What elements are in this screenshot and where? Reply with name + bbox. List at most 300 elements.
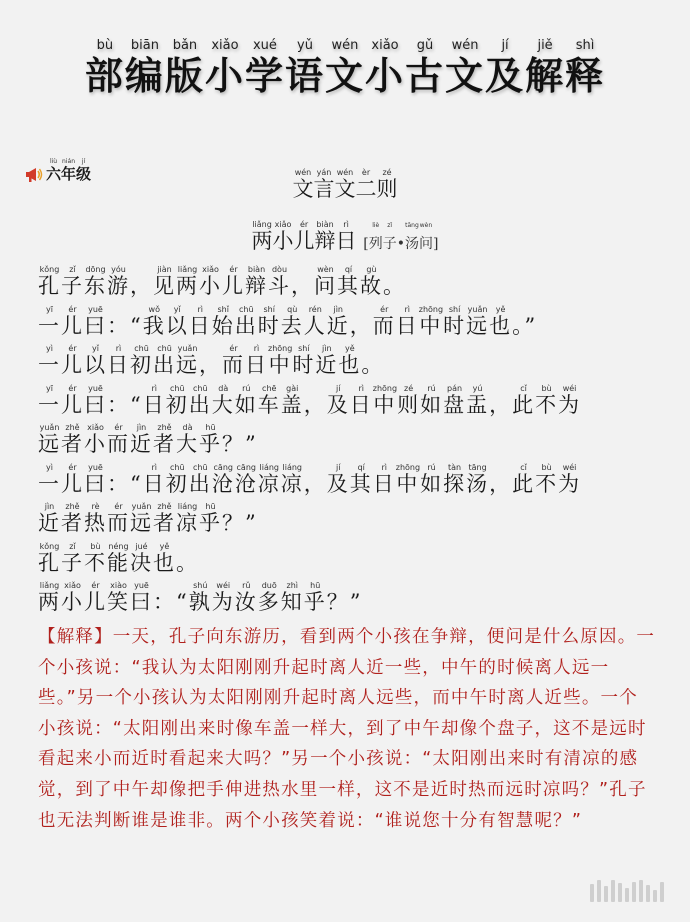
poem-line-pinyin: chū <box>130 344 153 353</box>
poem-source-char: 问wèn <box>418 222 433 252</box>
poem-line-char: 一yī <box>38 304 61 338</box>
poem-line-pinyin: shú <box>188 581 212 590</box>
poem-line-pinyin: yǐ <box>84 344 107 353</box>
poem-line-char: 汤tāng <box>466 462 490 496</box>
title-pinyin: wén <box>324 38 365 53</box>
heading-pinyin: wén <box>292 168 314 177</box>
poem-line-pinyin: zǐ <box>61 265 84 274</box>
poem-line-pinyin: chē <box>257 383 281 393</box>
poem-line-char: 而ér <box>107 502 130 535</box>
poem-line-pinyin: zhōng <box>372 383 398 393</box>
poem-line-pinyin: shí <box>443 304 467 314</box>
poem-line-char: 多duō <box>257 581 281 614</box>
poem-line-char: 大dà <box>211 383 235 417</box>
poem-line <box>38 463 581 498</box>
poem-line-pinyin: jí <box>326 383 350 393</box>
poem-line-pinyin: bù <box>84 541 107 551</box>
poem-line-char: 也yě <box>153 541 176 575</box>
poem-line-pinyin: tàn <box>443 462 467 472</box>
poem-line-pinyin: jiàn <box>153 265 176 274</box>
poem-line-pinyin: bù <box>535 383 559 393</box>
poem-line-char: 笑xiào <box>107 581 130 614</box>
poem-line-pinyin: zhě <box>61 502 84 511</box>
poem-line-pinyin: ér <box>61 383 84 393</box>
poem-line-pinyin: chū <box>165 383 189 393</box>
poem-line-char: 乎hū <box>199 423 222 456</box>
title-pinyin: gǔ <box>405 38 446 53</box>
poem-line-char: 也yě <box>338 344 362 377</box>
poem-line-char: 中zhōng <box>395 462 421 496</box>
title-char: 小xiǎo <box>365 38 406 98</box>
title-char: 释shì <box>565 38 606 98</box>
poem-line-pinyin: zhě <box>153 423 176 432</box>
heading-pinyin: wén <box>334 168 356 177</box>
poem-line-char: 小xiǎo <box>84 423 107 456</box>
grade-pinyin: jí <box>76 158 92 165</box>
poem-source-char: ] <box>432 236 439 252</box>
poem-line-char: ？” <box>326 590 363 614</box>
poem-line-char: 为wéi <box>558 383 582 417</box>
poem-line-char: 去qù <box>280 304 304 338</box>
poem-line-char: 故gù <box>360 265 383 298</box>
poem-line <box>38 581 363 616</box>
title-pinyin: wén <box>445 38 486 53</box>
poem-line-char: 凉liáng <box>257 462 281 496</box>
title-pinyin: xué <box>244 38 285 53</box>
poem-line-char: ， <box>489 471 513 496</box>
poem-line-pinyin: jìn <box>326 304 350 314</box>
poem-line-pinyin: ér <box>61 304 84 314</box>
poem-source-pinyin: zǐ <box>382 222 397 229</box>
poem-line-pinyin: chū <box>188 462 212 472</box>
poem-line-char: 者zhě <box>153 502 176 535</box>
poem-line-pinyin: pán <box>443 383 467 393</box>
section-heading <box>0 168 690 203</box>
poem-line-pinyin: cǐ <box>512 383 536 393</box>
poem-line-char: 者zhě <box>61 502 84 535</box>
poem-line-char: 者zhě <box>153 423 176 456</box>
poem-line-char: 日rì <box>188 304 212 338</box>
title-pinyin: bù <box>84 38 125 53</box>
title-char: 编biān <box>124 38 165 98</box>
heading-pinyin: èr <box>355 168 377 177</box>
poem-line-char: 而ér <box>222 344 245 377</box>
poem-line-pinyin: qí <box>337 265 360 274</box>
poem-line-char: 日rì <box>395 304 419 338</box>
poem-line-pinyin: zhě <box>153 502 176 511</box>
grade-pinyin: liù <box>46 158 62 165</box>
poem-line-char: 儿ér <box>222 265 245 298</box>
poem-line-char: 汝rǔ <box>234 581 258 614</box>
poem-line-char: 出chū <box>153 344 176 377</box>
poem-line-char: 车chē <box>257 383 281 417</box>
poem-line-pinyin: yǐ <box>165 304 189 314</box>
poem-line-pinyin: wǒ <box>142 304 166 314</box>
poem-line-char: ：“ <box>107 313 143 338</box>
poem-source-char: 汤tāng <box>404 222 419 252</box>
title-pinyin: xiǎo <box>365 38 406 53</box>
poem-line-pinyin: yě <box>153 541 176 551</box>
poem-line-char: 孰shú <box>188 581 212 614</box>
poem-line-char: 其qí <box>349 462 373 496</box>
poem-title <box>0 220 690 255</box>
poem-line <box>38 305 537 340</box>
poem-line-char: 游yóu <box>107 265 130 298</box>
poem-line-char: ， <box>303 471 327 496</box>
poem-line-pinyin: chū <box>188 383 212 393</box>
poem-line-char: 时shí <box>257 304 281 338</box>
poem-line-pinyin: rì <box>372 462 396 472</box>
poem-line-pinyin: dòu <box>268 265 291 274</box>
poem-line-char: 曰yuē <box>130 581 153 614</box>
poem-line-char: ， <box>130 274 153 298</box>
poem-line-char: 不bù <box>84 541 107 575</box>
poem-line-pinyin: liáng <box>280 462 304 472</box>
poem-line <box>38 344 384 379</box>
poem-line-pinyin: dà <box>211 383 235 393</box>
poem-line-char: 为wéi <box>558 462 582 496</box>
title-char: 文wén <box>324 38 365 98</box>
poem-line-char: 一yì <box>38 462 61 496</box>
poem-line-pinyin: cǐ <box>512 462 536 472</box>
poem-line-pinyin: dà <box>176 423 199 432</box>
poem-line-pinyin: rì <box>395 304 419 314</box>
heading-char: 言yán <box>313 168 335 201</box>
poem-line-pinyin: jìn <box>130 423 153 432</box>
poem-line-pinyin: yuǎn <box>466 304 490 314</box>
poem-line-pinyin: shí <box>292 344 316 353</box>
poem-line-pinyin: jìn <box>38 502 61 511</box>
poem-line-pinyin: yì <box>38 344 61 353</box>
poem-line-pinyin: cāng <box>234 462 258 472</box>
poem-line-pinyin: yuē <box>130 581 153 590</box>
poem-line-pinyin: yī <box>38 304 61 314</box>
poem-line-char: ， <box>291 274 314 298</box>
poem-line-char: 一yī <box>38 383 61 417</box>
poem-line-char: 日rì <box>142 462 166 496</box>
poem-line-pinyin: xiǎo <box>199 265 222 274</box>
poem-line-pinyin: rì <box>142 462 166 472</box>
title-char: 部bù <box>84 38 125 98</box>
poem-line-char: 子zǐ <box>61 265 84 298</box>
poem-line-pinyin: liáng <box>176 502 199 511</box>
grade-pinyin: nián <box>61 158 77 165</box>
title-char: 解jiě <box>525 38 566 98</box>
poem-line-char: 出chū <box>188 383 212 417</box>
poem-line-char: 我wǒ <box>142 304 166 338</box>
poem-title-pinyin: liǎng <box>251 220 273 229</box>
poem-line-pinyin: rì <box>188 304 212 314</box>
poem-line-pinyin: ér <box>61 344 84 353</box>
poem-line-char: ：“ <box>107 471 143 496</box>
poem-title-char: 日rì <box>335 220 357 253</box>
poem-line-pinyin: xiào <box>107 581 130 590</box>
poem-line-pinyin: zǐ <box>61 541 84 551</box>
poem-line-char: 。” <box>512 313 538 338</box>
poem-line-char: 远yuǎn <box>176 344 199 377</box>
poem-title-pinyin: xiǎo <box>272 220 294 229</box>
poem-line <box>38 423 258 458</box>
heading-pinyin: zé <box>376 168 398 177</box>
poem-line-char: 辩biàn <box>245 265 268 298</box>
title-char: 及jí <box>485 38 526 98</box>
poem-title-char: 儿ér <box>293 220 315 253</box>
poem-line-char: 见jiàn <box>153 265 176 298</box>
poem-line-char: 儿ér <box>61 462 84 496</box>
poem-line-pinyin: rè <box>84 502 107 511</box>
poem-line-char: 儿ér <box>61 344 84 377</box>
heading-char: 文wén <box>334 168 356 201</box>
poem-line-char: 两liǎng <box>176 265 199 298</box>
poem-line-char: 问wèn <box>314 265 337 298</box>
poem-line-char: 曰yuē <box>84 383 107 417</box>
poem-line-char: 东dōng <box>84 265 107 298</box>
poem-line-char: 初chū <box>165 462 189 496</box>
poem-line-char: 。 <box>383 274 406 298</box>
poem-line-pinyin: chū <box>165 462 189 472</box>
poem-line-char: 能néng <box>107 541 130 575</box>
poem-line-char: 近jìn <box>326 304 350 338</box>
poem-line-pinyin: jí <box>326 462 350 472</box>
page-title <box>0 38 690 100</box>
poem-line <box>38 542 199 577</box>
poem-line-pinyin: hū <box>199 502 222 511</box>
poem-line-pinyin: zhě <box>61 423 84 432</box>
poem-title-text <box>251 220 357 253</box>
poem-line <box>38 265 406 300</box>
poem-line-char: 曰yuē <box>84 304 107 338</box>
poem-line-pinyin: xiǎo <box>84 423 107 432</box>
poem-line-char: 者zhě <box>61 423 84 456</box>
poem-line-pinyin: zhōng <box>395 462 421 472</box>
poem-line-char: 盂yú <box>466 383 490 417</box>
poem-line-pinyin: yì <box>38 462 61 472</box>
poem-line-char: 儿ér <box>61 383 84 417</box>
poem-line-pinyin: kǒng <box>38 541 61 551</box>
poem-line-pinyin: wéi <box>558 462 582 472</box>
poem-title-pinyin: ér <box>293 220 315 229</box>
poem-line-pinyin: wéi <box>558 383 582 393</box>
poem-line-pinyin: yuē <box>84 304 107 314</box>
poem-line-pinyin: yuǎn <box>38 423 61 432</box>
poem-title-pinyin: biàn <box>314 220 336 229</box>
title-pinyin: yǔ <box>284 38 325 53</box>
poem-line-pinyin: rì <box>245 344 268 353</box>
poem-line-char: 决jué <box>130 541 153 575</box>
poem-line-char: 近jìn <box>130 423 153 456</box>
poem-source-char: • <box>396 236 405 252</box>
poem-line-char: 则zé <box>397 383 421 417</box>
poem-line-pinyin: yuǎn <box>176 344 199 353</box>
title-char: 文wén <box>445 38 486 98</box>
poem-line-pinyin: dōng <box>84 265 107 274</box>
poem-source-pinyin: tāng <box>404 222 419 229</box>
poem-line-char: 凉liáng <box>280 462 304 496</box>
poem-line-char: 其qí <box>337 265 360 298</box>
decorative-bars <box>590 880 664 902</box>
poem-source-pinyin: liè <box>368 222 383 229</box>
title-pinyin: jí <box>485 38 526 53</box>
poem-title-char: 小xiǎo <box>272 220 294 253</box>
poem-line-pinyin: chū <box>153 344 176 353</box>
poem-source-char: 子zǐ <box>382 222 397 252</box>
title-pinyin: bǎn <box>164 38 205 53</box>
poem-line-char: ， <box>199 353 222 377</box>
poem-line-char: 不bù <box>535 383 559 417</box>
poem-line-pinyin: biàn <box>245 265 268 274</box>
poem-line-char: 而ér <box>372 304 396 338</box>
poem-source-char: 列liè <box>368 222 383 252</box>
poem-line-pinyin: néng <box>107 541 130 551</box>
poem-line-char: 及jí <box>326 383 350 417</box>
poem-line-char: 一yì <box>38 344 61 377</box>
poem-line-pinyin: rú <box>234 383 258 393</box>
grade-char: 年nián <box>61 158 77 183</box>
poem-line-char: 远yuǎn <box>130 502 153 535</box>
poem-line-char: 小xiǎo <box>199 265 222 298</box>
poem-line-pinyin: rú <box>420 462 444 472</box>
poem-line-pinyin: yuǎn <box>130 502 153 511</box>
poem-line-pinyin: wéi <box>211 581 235 590</box>
poem-source <box>363 222 439 252</box>
poem-title-char: 辩biàn <box>314 220 336 253</box>
poem-line-pinyin: ér <box>222 344 245 353</box>
title-pinyin: shì <box>565 38 606 53</box>
poem-line-pinyin: yī <box>38 383 61 393</box>
poem-line-char: 小xiǎo <box>61 581 84 614</box>
poem-line-pinyin: zhōng <box>418 304 444 314</box>
poem-source-char: [ <box>363 236 369 252</box>
poem-line-pinyin: rì <box>142 383 166 393</box>
poem-line-char: 始shǐ <box>211 304 235 338</box>
poem-line-char: 时shí <box>443 304 467 338</box>
poem-line-pinyin: rì <box>349 383 373 393</box>
poem-line-char: ：“ <box>153 590 189 614</box>
poem-line-pinyin: qí <box>349 462 373 472</box>
poem-line-char: 凉liáng <box>176 502 199 535</box>
poem-line-pinyin: hū <box>199 423 222 432</box>
poem-line-char: 而ér <box>107 423 130 456</box>
title-pinyin: xiǎo <box>204 38 245 53</box>
poem-line-char: ， <box>303 392 327 417</box>
poem-line-char: 沧cāng <box>234 462 258 496</box>
poem-line-pinyin: liǎng <box>176 265 199 274</box>
poem-line <box>38 502 258 537</box>
poem-line-pinyin: rì <box>107 344 130 353</box>
poem-line-pinyin: tāng <box>466 462 490 472</box>
poem-line-pinyin: liǎng <box>38 581 61 590</box>
poem-line-char: 子zǐ <box>61 541 84 575</box>
poem-line-pinyin: gài <box>280 383 304 393</box>
title-char: 版bǎn <box>164 38 205 98</box>
poem-line-pinyin: chū <box>234 304 258 314</box>
poem-line-char: 近jìn <box>315 344 339 377</box>
poem-line-char: 盖gài <box>280 383 304 417</box>
poem-line-char: 初chū <box>130 344 153 377</box>
poem-line-pinyin: yě <box>338 344 362 353</box>
title-char: 古gǔ <box>405 38 446 98</box>
poem-line-char: 盘pán <box>443 383 467 417</box>
poem-line-char: 远yuǎn <box>38 423 61 456</box>
poem-title-char: 两liǎng <box>251 220 273 253</box>
title-pinyin: biān <box>124 38 165 53</box>
poem-line-char: 探tàn <box>443 462 467 496</box>
poem-line-pinyin: jìn <box>315 344 339 353</box>
poem-title-pinyin: rì <box>335 220 357 229</box>
title-char: 学xué <box>244 38 285 98</box>
poem-line-char: 知zhì <box>280 581 304 614</box>
poem-line <box>38 384 581 419</box>
poem-line-pinyin: yú <box>466 383 490 393</box>
poem-line-char: 中zhōng <box>418 304 444 338</box>
poem-line-char: 日rì <box>245 344 268 377</box>
poem-line-char: 日rì <box>142 383 166 417</box>
poem-line-char: 近jìn <box>38 502 61 535</box>
poem-line-char: ， <box>489 392 513 417</box>
poem-source-pinyin: wèn <box>418 222 433 229</box>
heading-char: 二èr <box>355 168 377 201</box>
poem-line-pinyin: ér <box>107 423 130 432</box>
poem-line-char: ， <box>349 313 373 338</box>
poem-line-char: ？” <box>222 511 258 535</box>
poem-line-pinyin: ér <box>61 462 84 472</box>
poem-line-char: 如rú <box>420 383 444 417</box>
title-char: 语yǔ <box>284 38 325 98</box>
poem-line-char: 及jí <box>326 462 350 496</box>
poem-line-char: 出chū <box>188 462 212 496</box>
poem-line-pinyin: zhōng <box>268 344 293 353</box>
poem-line-pinyin: ér <box>222 265 245 274</box>
poem-line-char: 不bù <box>535 462 559 496</box>
poem-line-char: 中zhōng <box>372 383 398 417</box>
poem-line-pinyin: jué <box>130 541 153 551</box>
poem-line-pinyin: ér <box>84 581 107 590</box>
poem-line-pinyin: gù <box>360 265 383 274</box>
poem-line-pinyin: rǔ <box>234 581 258 590</box>
poem-line-char: 以yǐ <box>84 344 107 377</box>
poem-line-pinyin: ér <box>372 304 396 314</box>
poem-line-char: 儿ér <box>61 304 84 338</box>
poem-line-pinyin: yóu <box>107 265 130 274</box>
poem-line-char: 以yǐ <box>165 304 189 338</box>
poem-line-pinyin: zé <box>397 383 421 393</box>
poem-line-pinyin: wèn <box>314 265 337 274</box>
heading-char: 文wén <box>292 168 314 201</box>
poem-line-char: 出chū <box>234 304 258 338</box>
poem-line-char: 斗dòu <box>268 265 291 298</box>
poem-line-pinyin: yuē <box>84 462 107 472</box>
poem-line-char: 此cǐ <box>512 383 536 417</box>
poem-line-char: ？” <box>222 432 258 456</box>
poem-line-pinyin: yuē <box>84 383 107 393</box>
poem-line-pinyin: zhì <box>280 581 304 590</box>
poem-line-char: 远yuǎn <box>466 304 490 338</box>
grade-char: 六liù <box>46 158 62 183</box>
poem-line-char: 日rì <box>107 344 130 377</box>
grade-char: 级jí <box>76 158 92 183</box>
poem-line-char: 如rú <box>234 383 258 417</box>
poem-line-pinyin: hū <box>303 581 327 590</box>
heading-pinyin: yán <box>313 168 335 177</box>
poem-line-char: ：“ <box>107 392 143 417</box>
title-pinyin: jiě <box>525 38 566 53</box>
poem-line-char: 。 <box>361 353 385 377</box>
poem-line-char: 如rú <box>420 462 444 496</box>
title-char: 小xiǎo <box>204 38 245 98</box>
poem-line-pinyin: shí <box>257 304 281 314</box>
poem-line-char: 乎hū <box>303 581 327 614</box>
poem-line-pinyin: liáng <box>257 462 281 472</box>
